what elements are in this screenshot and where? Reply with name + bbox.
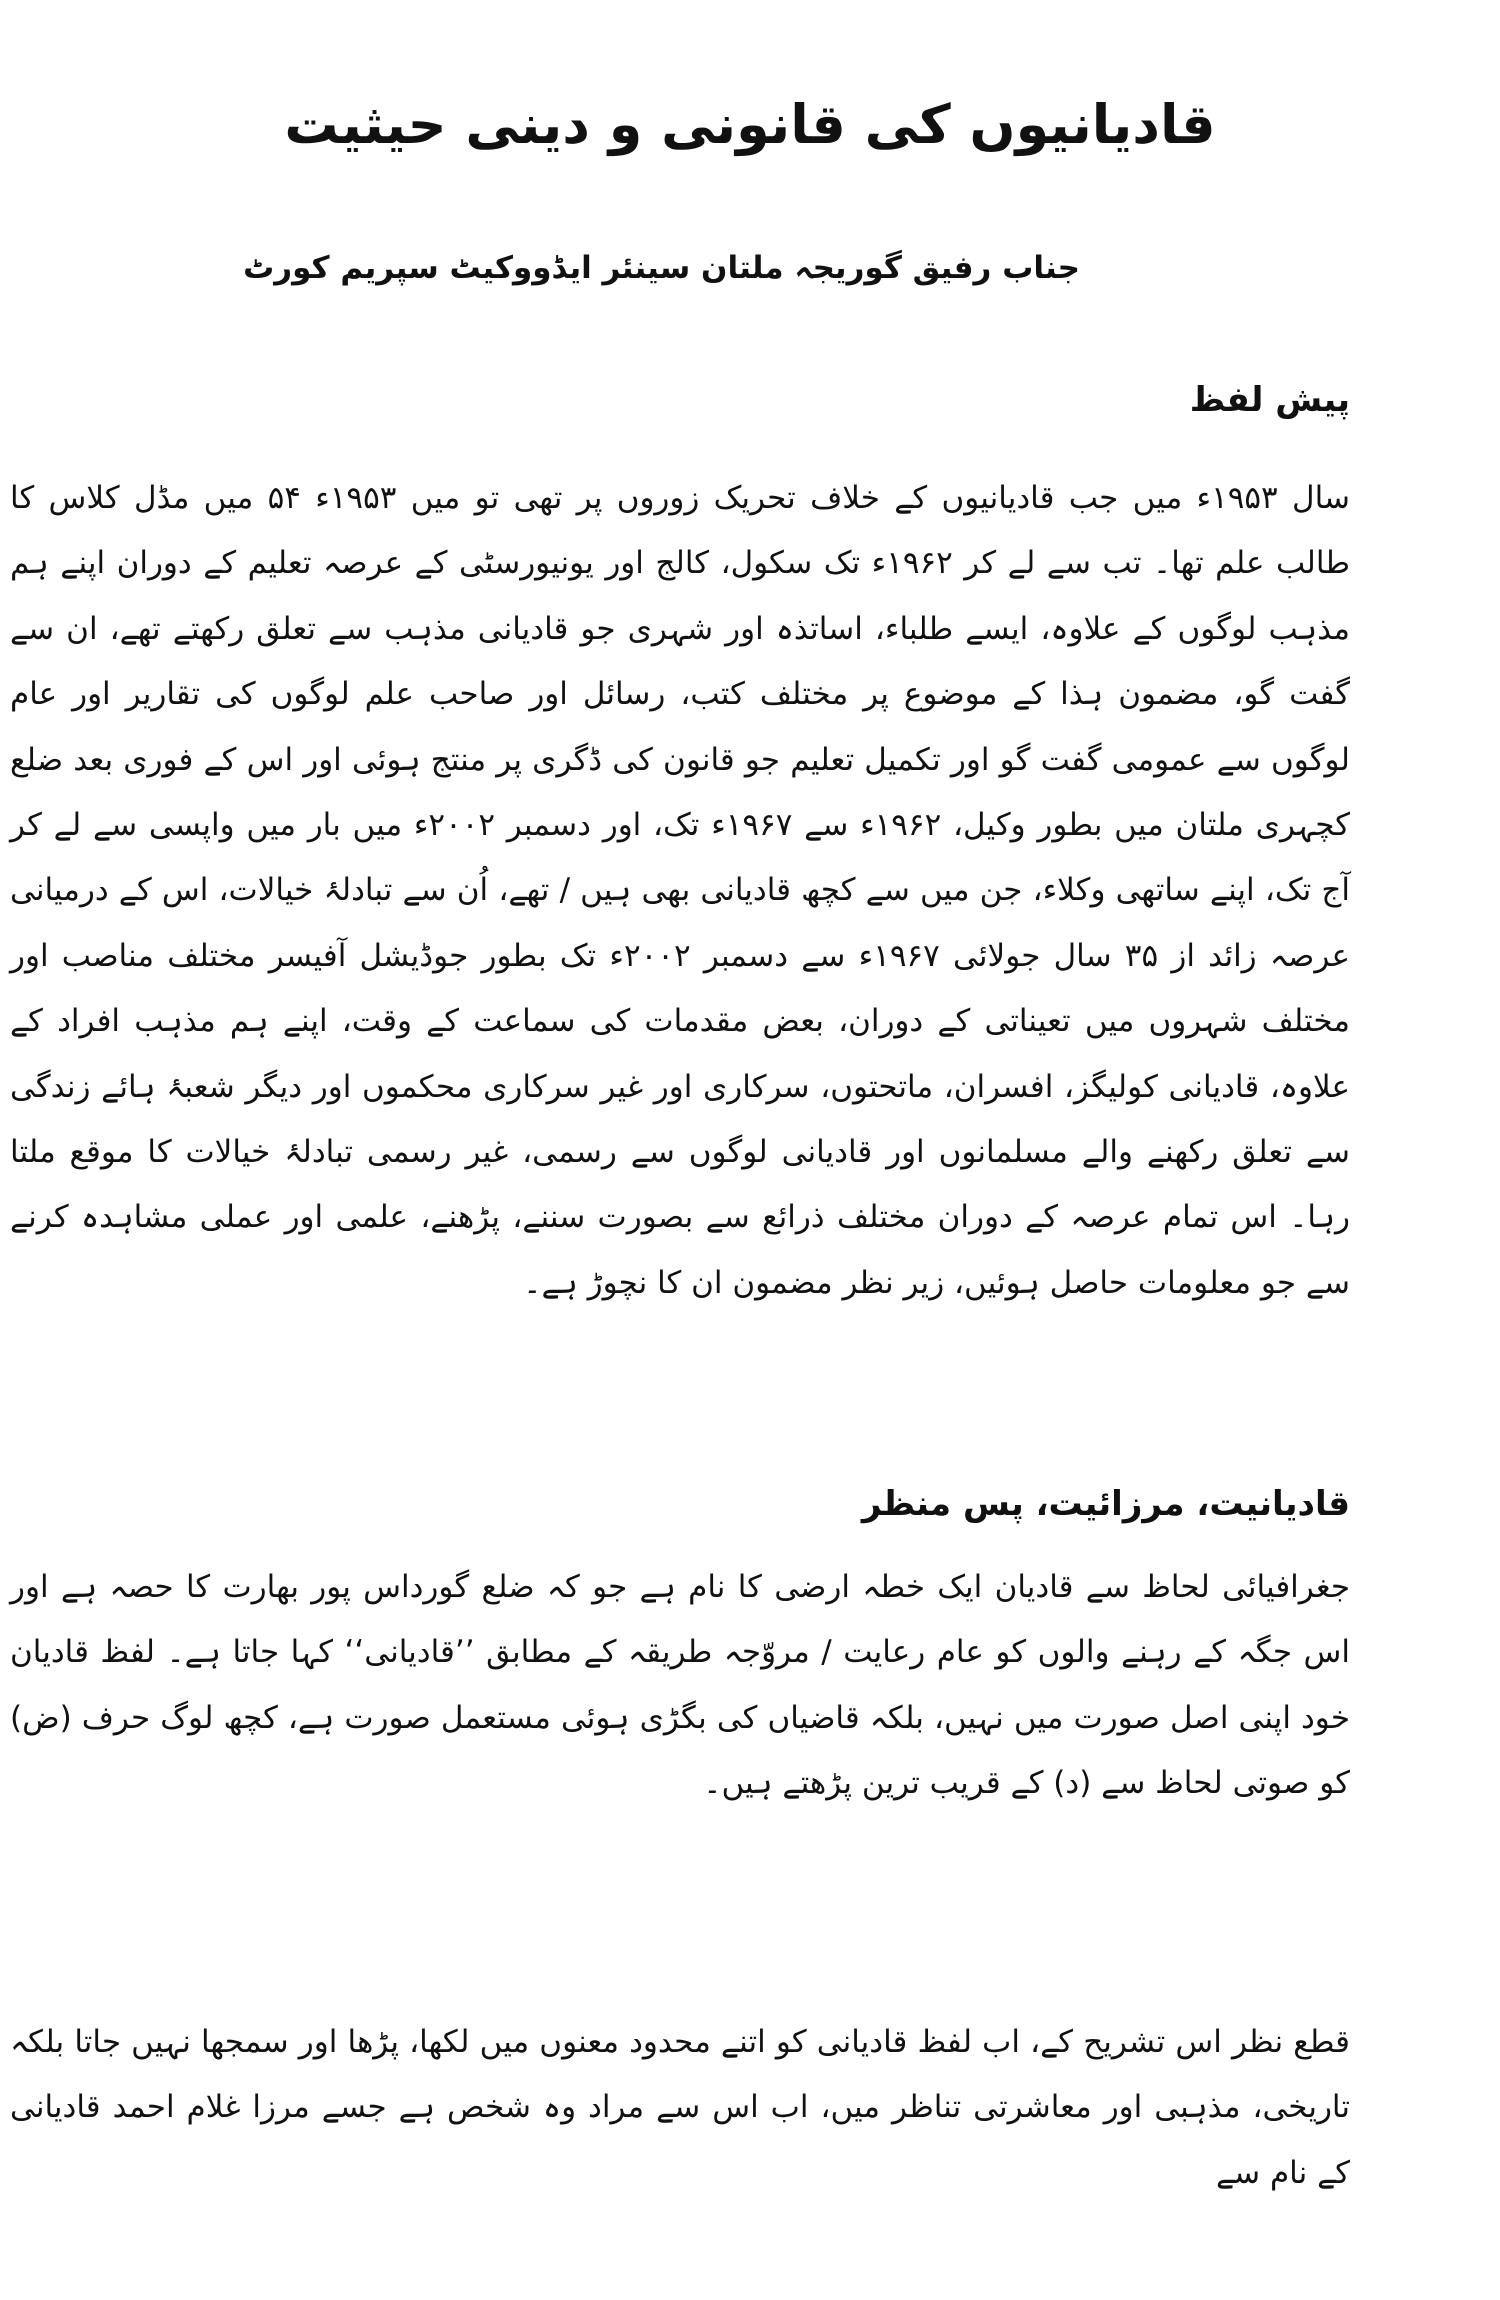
background-paragraph-2: قطع نظر اس تشریح کے، اب لفظ قادیانی کو اتنے محدود معنوں میں لکھا، پڑھا اور سمجھا نہیں جاتا بلکہ تاریخی، مذہبی اور معاشرتی تناظر میں، اب اس سے مراد وہ شخص ہے جسے مرزا غلام احمد قادیانی کے نام سے [10, 2024, 1350, 2191]
section-heading-preface: پیش لفظ [1189, 380, 1350, 420]
author-line: جناب رفیق گوریجہ ملتان سینئر ایڈووکیٹ سپریم کورٹ [243, 250, 1080, 286]
preface-paragraph: سال ۱۹۵۳ء میں جب قادیانیوں کے خلاف تحریک زوروں پر تھی تو میں ۱۹۵۳ء ۵۴ میں مڈل کلاس کا طالب علم تھا۔ تب سے لے کر ۱۹۶۲ء تک سکول، کالج اور یونیورسٹی کے عرصہ تعلیم کے دوران اپنے ہم مذہب لوگوں کے علاوہ، ایسے طلباء، اساتذہ اور شہری جو قادیانی مذہب سے تعلق رکھتے تھے، ان سے گفت گو، مضمون ہذا کے موضوع پر مختلف کتب، رسائل اور صاحب علم لوگوں کی تقاریر اور عام لوگوں سے عمومی گفت گو اور تکمیل تعلیم جو قانون کی ڈگری پر منتج ہوئی اور اس کے فوری بعد ضلع کچہری ملتان میں بطور وکیل، ۱۹۶۲ء سے ۱۹۶۷ء تک، اور دسمبر ۲۰۰۲ء میں بار میں واپسی سے لے کر آج تک، اپنے ساتھی وکلاء، جن میں سے کچھ قادیانی بھی ہیں / تھے، اُن سے تبادلۂ خیالات، اس کے درمیانی عرصہ زائد از ۳۵ سال جولائی ۱۹۶۷ء سے دسمبر ۲۰۰۲ء تک بطور جوڈیشل آفیسر مختلف مناصب اور مختلف شہروں میں تعیناتی کے دوران، بعض مقدمات کی سماعت کے وقت، اپنے ہم مذہب افراد کے علاوہ، قادیانی کولیگز، افسران، ماتحتوں، سرکاری اور غیر سرکاری محکموں اور دیگر شعبۂ ہائے زندگی سے تعلق رکھنے والے مسلمانوں اور قادیانی لوگوں سے رسمی، غیر رسمی تبادلۂ خیالات کا موقع ملتا رہا۔ اس تمام عرصہ کے دوران مختلف ذرائع سے بصورت سننے، پڑھنے، علمی اور عملی مشاہدہ کرنے سے جو معلومات حاصل ہوئیں، زیر نظر مضمون ان کا نچوڑ ہے۔ [10, 480, 1350, 1301]
document-title: قادیانیوں کی قانونی و دینی حیثیت [284, 93, 1216, 156]
section-heading-background: قادیانیت، مرزائیت، پس منظر [861, 1484, 1350, 1524]
background-paragraph-1: جغرافیائی لحاظ سے قادیان ایک خطہ ارضی کا نام ہے جو کہ ضلع گورداس پور بھارت کا حصہ ہے اور اس جگہ کے رہنے والوں کو عام رعایت / مروّجہ طریقہ کے مطابق ’’قادیانی‘‘ کہا جاتا ہے۔ لفظ قادیان خود اپنی اصل صورت میں نہیں، بلکہ قاضیاں کی بگڑی ہوئی مستعمل صورت ہے، کچھ لوگ حرف (ض) کو صوتی لحاظ سے (د) کے قریب ترین پڑھتے ہیں۔ [10, 1569, 1350, 1802]
